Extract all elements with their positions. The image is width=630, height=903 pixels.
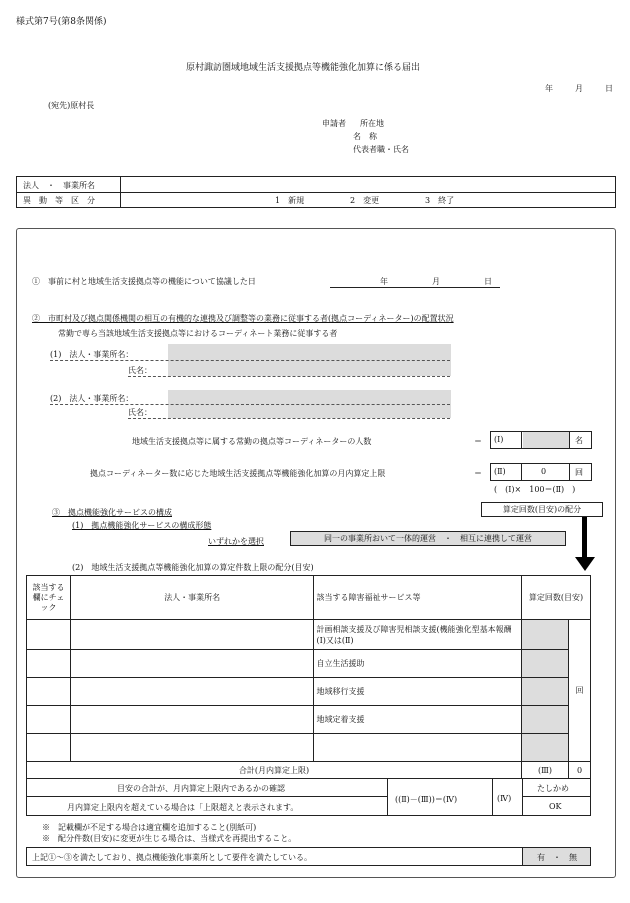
count-cell[interactable] — [522, 734, 569, 762]
allocation-label: 算定回数(目安)の配分 — [502, 505, 582, 514]
table-row — [27, 734, 591, 762]
table-row — [27, 706, 591, 734]
applicant-rep: 代表者職・氏名 — [353, 145, 409, 154]
count-code: (Ⅰ) — [494, 435, 504, 444]
limit-code: (Ⅱ) — [494, 467, 506, 476]
note-1: ※ 記載欄が不足する場合は適宜欄を追加すること(別紙可) — [42, 823, 257, 832]
item1-month[interactable]: 月 — [432, 277, 440, 286]
count-box — [490, 431, 592, 449]
check-block — [26, 778, 591, 816]
item1-year[interactable]: 年 — [380, 277, 388, 286]
th-corp: 法人・事業所名 — [70, 576, 314, 620]
service-cell: 地域定着支援 — [314, 706, 522, 734]
total-code: (Ⅲ) — [522, 762, 569, 779]
corp-cell[interactable] — [70, 734, 314, 762]
entry1-name-dash — [128, 376, 450, 377]
page-title: 原村諏訪圏域地域生活支援拠点等機能強化加算に係る届出 — [186, 63, 421, 73]
th-count: 算定回数(目安) — [522, 576, 591, 620]
limit-value: 0 — [541, 467, 547, 476]
corp-cell[interactable] — [70, 620, 314, 650]
item1-day[interactable]: 日 — [484, 277, 492, 286]
form-number: 様式第7号(第8条関係) — [16, 17, 107, 27]
date-year: 年 — [545, 84, 553, 93]
table-row — [27, 650, 591, 678]
footer-row — [26, 847, 591, 866]
check-formula: ((Ⅱ)－(Ⅲ))＝(Ⅳ) — [395, 795, 458, 804]
note-2: ※ 配分件数(目安)に変更が生じる場合は、当様式を再提出すること。 — [42, 834, 297, 843]
service-cell — [314, 734, 522, 762]
check-cell[interactable] — [27, 678, 71, 706]
item2-heading: ② 市町村及び拠点関係機関の相互の有機的な連携及び調整等の業務に従事する者(拠点コーディネーター)の配置状況 — [32, 314, 454, 323]
item3-sub1: (1) 拠点機能強化サービスの構成形態 — [72, 521, 212, 530]
corp-cell[interactable] — [70, 706, 314, 734]
check-cell[interactable] — [27, 650, 71, 678]
option-change[interactable]: 2 変更 — [350, 196, 380, 205]
total-label: 合計(月内算定上限) — [27, 762, 522, 779]
table-row — [27, 620, 591, 650]
check-head: たしかめ — [537, 784, 569, 793]
header-table — [16, 176, 616, 208]
item3-heading: ③ 拠点機能強化サービスの構成 — [52, 508, 172, 517]
count-unit-cell: 回 — [568, 620, 590, 762]
item1-date-underline — [330, 287, 500, 288]
limit-unit: 回 — [575, 468, 583, 477]
table-row — [27, 678, 591, 706]
item2-sub: 常勤で専ら当該地域生活支援拠点等におけるコーディネート業務に従事する者 — [58, 329, 338, 338]
limit-label: 拠点コーディネーター数に応じた地域生活支援拠点等機能強化加算の月内算定上限 — [90, 469, 386, 478]
item3-sub2: (2) 地域生活支援拠点等機能強化加算の算定件数上限の配分(目安) — [72, 563, 314, 572]
check-note: 月内算定上限内を超えている場合は「上限超えと表示されます。 — [67, 803, 299, 812]
allocation-label-box — [481, 502, 603, 517]
check-cell[interactable] — [27, 706, 71, 734]
entry1-dash — [50, 360, 450, 361]
service-cell: 自立生活援助 — [314, 650, 522, 678]
check-cell[interactable] — [27, 620, 71, 650]
limit-formula: ( (Ⅰ)× 100＝(Ⅱ) ) — [494, 485, 576, 494]
form-type-select[interactable] — [290, 531, 566, 546]
allocation-arrow-shaft — [582, 517, 587, 559]
service-cell: 地域移行支援 — [314, 678, 522, 706]
change-label: 異 動 等 区 分 — [23, 196, 95, 205]
entry1-corp-label: (1) 法人・事業所名： — [50, 350, 134, 359]
entry2-name-dash — [128, 418, 450, 419]
date-month: 月 — [575, 84, 583, 93]
count-cell[interactable] — [522, 620, 569, 650]
select-label: いずれかを選択 — [208, 537, 264, 546]
applicant-name: 名 称 — [353, 132, 377, 141]
count-label: 地域生活支援拠点等に属する常勤の拠点等コーディネーターの人数 — [132, 437, 372, 446]
total-value: 0 — [568, 762, 590, 779]
count-cell[interactable] — [522, 706, 569, 734]
th-check: 該当する欄にチェック — [27, 576, 71, 620]
corp-cell[interactable] — [70, 650, 314, 678]
allocation-table — [26, 575, 591, 779]
limit-eq: ＝ — [474, 469, 482, 478]
applicant-label: 申請者 — [322, 119, 346, 128]
date-day: 日 — [605, 84, 613, 93]
count-cell[interactable] — [522, 650, 569, 678]
corp-cell[interactable] — [70, 678, 314, 706]
entry2-dash — [50, 404, 450, 405]
corp-label: 法人 ・ 事業所名 — [23, 181, 95, 190]
addressee: (宛先)原村長 — [48, 101, 95, 110]
option-new[interactable]: 1 新規 — [275, 196, 305, 205]
footer-text: 上記①～③を満たしており、拠点機能強化事業所として要件を満たしている。 — [32, 853, 312, 862]
form-type-option: 同一の事業所おいて一体的運営 ・ 相互に連携して運営 — [324, 534, 532, 543]
count-unit: 名 — [575, 436, 583, 445]
check-value: OK — [549, 802, 562, 811]
check-code: (Ⅳ) — [497, 794, 512, 803]
item1-text: ① 事前に村と地域生活支援拠点等の機能について協議した日 — [32, 277, 256, 286]
arrow-down-icon — [575, 557, 595, 571]
check-cell[interactable] — [27, 734, 71, 762]
entry2-name-label: 氏名： — [128, 408, 152, 417]
th-service: 該当する障害福祉サービス等 — [314, 576, 522, 620]
count-input[interactable] — [523, 432, 569, 448]
limit-box — [490, 463, 592, 481]
option-end[interactable]: 3 終了 — [425, 196, 455, 205]
entry1-name-label: 氏名： — [128, 366, 152, 375]
applicant-address: 所在地 — [360, 119, 384, 128]
footer-choice[interactable]: 有 ・ 無 — [537, 853, 577, 862]
count-eq: ＝ — [474, 437, 482, 446]
count-cell[interactable] — [522, 678, 569, 706]
service-cell: 計画相談支援及び障害児相談支援(機能強化型基本報酬(Ⅰ)又は(Ⅱ) — [314, 620, 522, 650]
check-label: 目安の合計が、月内算定上限内であるかの確認 — [117, 784, 285, 793]
entry2-corp-label: (2) 法人・事業所名： — [50, 394, 134, 403]
